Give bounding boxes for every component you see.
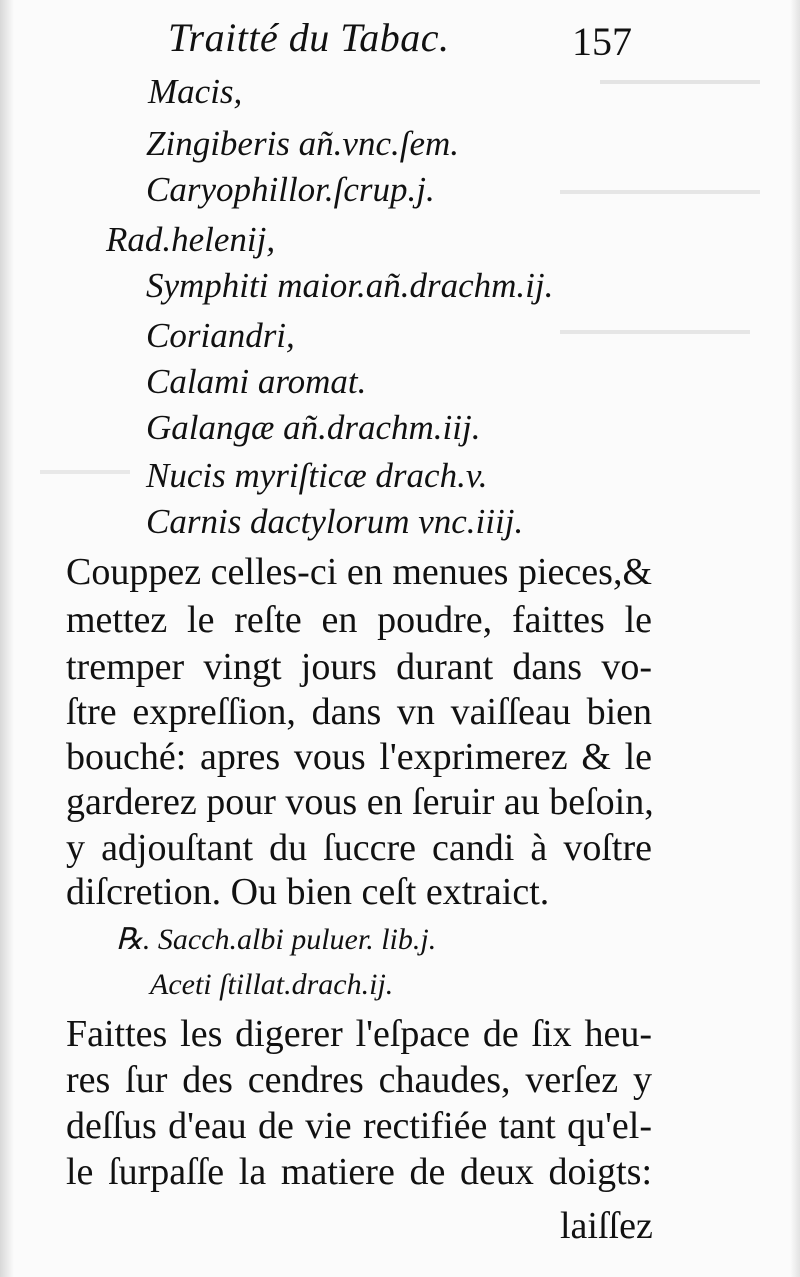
paragraph-line: bouché: apres vous l'exprimerez & le (66, 736, 652, 778)
bleed-through-mark (560, 330, 750, 334)
bleed-through-mark (40, 470, 130, 474)
recipe-line: Rad.helenij, (106, 220, 276, 259)
formula-line: Aceti ſtillat.drach.ij. (150, 968, 394, 1001)
right-edge-shadow (790, 0, 800, 1277)
recipe-line: Symphiti maior.añ.drachm.ij. (146, 266, 554, 305)
paragraph-line: mettez le reſte en poudre, faittes le (66, 599, 652, 641)
paragraph-line: diſcretion. Ou bien ceſt extraict. (66, 871, 550, 913)
paragraph-line: y adjouſtant du ſuccre candi à voſtre (66, 827, 652, 869)
paragraph-line: le ſurpaſſe la matiere de deux doigts: (66, 1151, 652, 1193)
paragraph-line: deſſus d'eau de vie rectifiée tant qu'el- (66, 1105, 652, 1147)
recipe-line: Calami aromat. (146, 362, 367, 401)
recipe-line: Nucis myriſticæ drach.v. (146, 456, 488, 495)
left-edge-shadow (0, 0, 14, 1277)
paragraph-line: res ſur des cendres chaudes, verſez y (66, 1059, 652, 1101)
paragraph-line: Faittes les digerer l'eſpace de ſix heu- (66, 1013, 652, 1055)
page-number: 157 (572, 19, 632, 64)
recipe-line: Carnis dactylorum vnc.iiij. (146, 502, 524, 541)
catchword: laiſſez (560, 1205, 653, 1247)
paragraph-line: tremper vingt jours durant dans vo- (66, 646, 652, 688)
paragraph-line: ſtre expreſſion, dans vn vaiſſeau bien (66, 691, 652, 733)
running-title: Traitté du Tabac. (168, 15, 450, 60)
recipe-line: Caryophillor.ſcrup.j. (146, 170, 435, 209)
bleed-through-mark (560, 190, 760, 194)
recipe-line: Coriandri, (146, 316, 295, 355)
recipe-line: Zingiberis añ.vnc.ſem. (146, 124, 460, 163)
bleed-through-mark (600, 80, 760, 84)
recipe-line: Macis, (148, 72, 243, 111)
paragraph-line: Couppez celles-ci en menues pieces,& (66, 551, 652, 593)
paragraph-line: garderez pour vous en ſeruir au beſoin, (66, 781, 654, 823)
formula-line: ℞. Sacch.albi puluer. lib.j. (116, 923, 437, 956)
recipe-line: Galangæ añ.drachm.iij. (146, 408, 481, 447)
